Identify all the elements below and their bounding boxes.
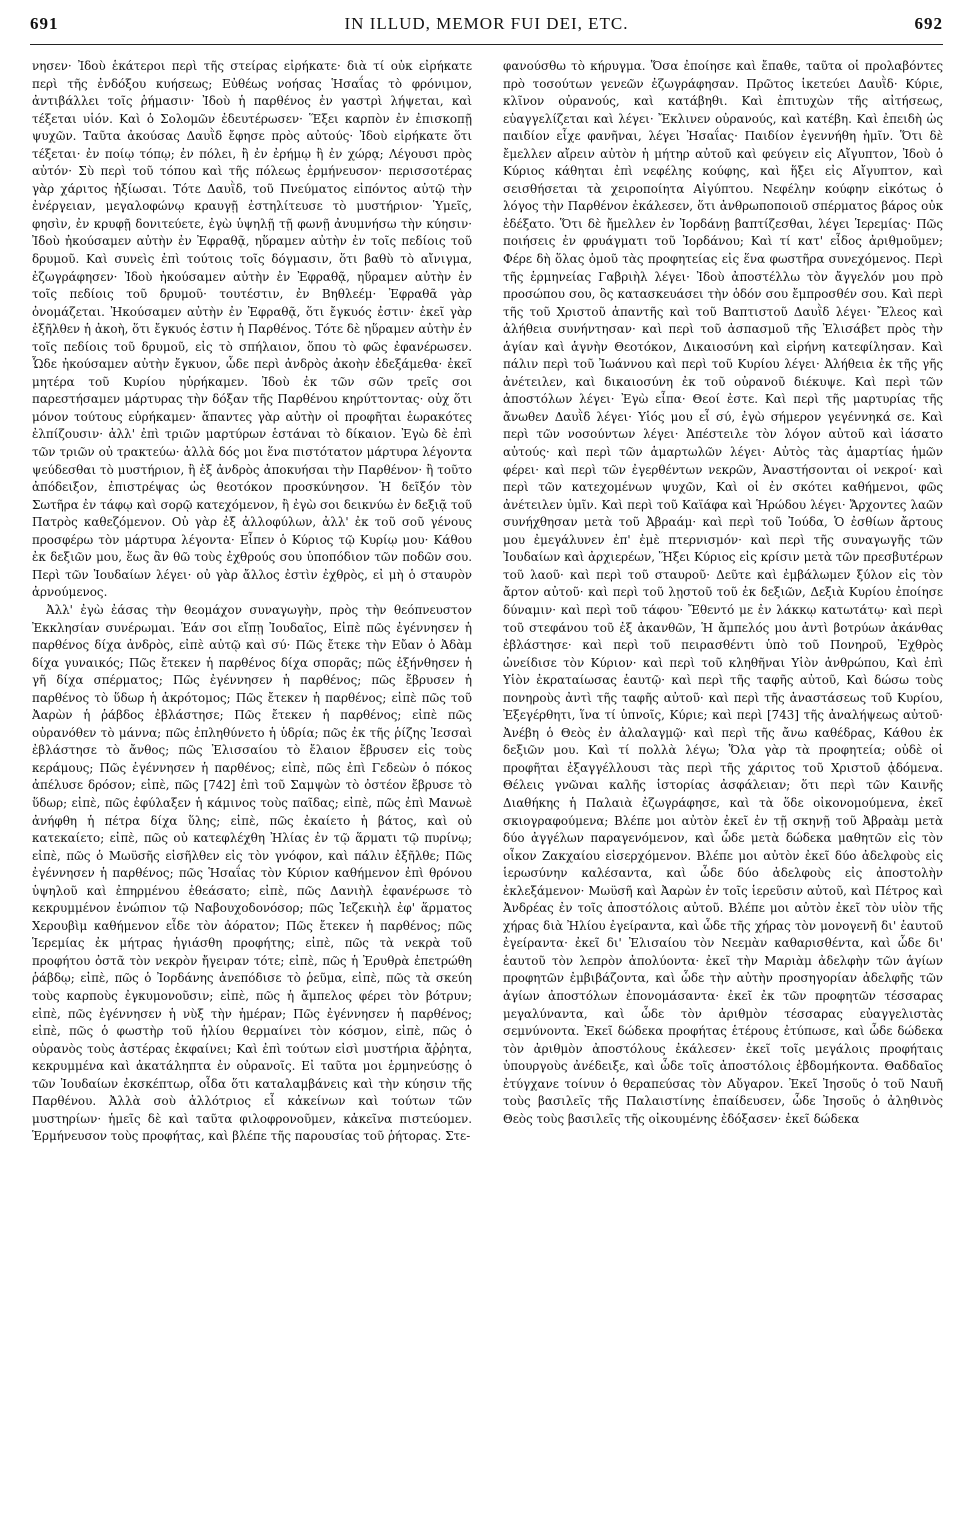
right-column (503, 58, 943, 1530)
page-header (30, 14, 943, 40)
left-paragraph-2: Ἀλλ' ἐγὼ ἐάσας τὴν θεομάχον συναγωγὴν, πρὸς τὴν θεόπνευστον Ἐκκλησίαν συνέρωμαι. Ἐάν σοι εἴπῃ Ἰουδαῖος, Εἰπὲ πῶς ἐγέννησεν ἡ παρθένος δίχα ἀνδρὸς, εἰπὲ αὐτῷ καὶ σύ· Πῶς ἔτεκε τὴν Εὔαν ὁ Ἀδὰμ δίχα γυναικός; Πῶς ἔτεκεν ἡ παρθένος δίχα σπορᾶς; πῶς ἐξήνθησεν ἡ γῆ δίχα σπέρματος; Πῶς ἐγέννησεν ἡ παρθένος; πῶς ἔβρυσεν ἡ παρθένος τὸ ὕδωρ ἡ ἀκρότομος; Πῶς ἔτεκεν ἡ παρθένος; εἰπὲ πῶς τοῦ Ἀαρὼν ἡ ῥάβδος ἐβλάστησε; Πῶς ἔτεκεν ἡ παρθένος; εἰπὲ πῶς οὐρανόθεν τὸ μάννα; πῶς ἐπληθύνετο ἡ ὑδρία; πῶς ἐκ τῆς ῥίζης Ἰεσσαὶ ἐβλάστησε τὸ ἄνθος; πῶς Ἐλισσαίου τὸ ἔλαιον ἔβρυσεν εἰς τοὺς κεράμους; Πῶς ἐγέννησεν ἡ παρθένος; εἰπὲ, πῶς ἐπὶ Γεδεὼν ὁ πόκος ἀπέλυσε δρόσον; εἰπὲ, πῶς [742] ἐπὶ τοῦ Σαμψὼν τὸ ὀστέον ἔβρυσε τὸ ὕδωρ; εἰπὲ, πῶς ἐφύλαξεν ἡ κάμινος τοὺς παῖδας; εἰπὲ, πῶς ἐπὶ Μανωὲ ἀνήφθη ἡ πέτρα δίχα ὕλης; εἰπὲ, πῶς ἐκαίετο ἡ βάτος, καὶ οὐ κατεκαίετο; εἰπὲ, πῶς οὐ κατεφλέχθη Ἠλίας ἐν τῷ ἅρματι τῷ πυρίνῳ; εἰπὲ, πῶς ὁ Μωϋσῆς εἰσῆλθεν εἰς τὸν γνόφον, καὶ πάλιν ἐξῆλθε; Πῶς ἐγέννησεν ἡ παρθένος; πῶς Ἡσαΐας τὸν Κύριον καθήμενον ἐπὶ θρόνου ὑψηλοῦ καὶ ἐπηρμένου ἐθεάσατο; εἰπὲ, πῶς Δανιὴλ ἐφανέρωσε τὸ κεκρυμμένον ἐνώπιον τῷ Ναβουχοδονόσορ; πῶς Ἰεζεκιὴλ ἐφ' ἅρματος Χερουβὶμ καθήμενον εἶδε τὸν ἀόρατον; Πῶς ἔτεκεν ἡ παρθένος; πῶς Ἱερεμίας ἐκ μήτρας ἡγιάσθη προφήτης; εἰπὲ, πῶς τὰ νεκρὰ τοῦ προφήτου ὀστᾶ τὸν νεκρὸν ἤγειραν τότε; εἰπὲ, πῶς ἡ Ἐρυθρὰ ἐπετρώθη ῥάβδῳ; εἰπὲ, πῶς ὁ Ἰορδάνης ἀνεπόδισε τὸ ῥεῦμα, εἰπὲ, πῶς τὰ σκεύη τοὺς καρποὺς ἐγκυμονοῦσιν; εἰπὲ, πῶς ἡ ἄμπελος φέρει τὸν βότρυν; εἰπὲ, πῶς ἐγέννησεν ἡ νὺξ τὴν ἡμέραν; Πῶς ἐγέννησεν ἡ παρθένος; εἰπὲ, πῶς ὁ φωστὴρ τοῦ ἡλίου θερμαίνει τὸν κόσμον, εἰπὲ, πῶς ὁ οὐρανὸς τοὺς ἀστέρας ἐκφαίνει; Καὶ ἐπὶ τούτων εἰσὶ μυστήρια ἄῤῥητα, κεκρυμμένα καὶ ἀκατάληπτα ἐν οὐρανοῖς. Εἰ ταῦτα μοι ἑρμηνεύσῃς ὁ τῶν Ἰουδαίων ἐκσκέπτωρ, οἶδα ὅτι καταλαμβάνεις καὶ τὴν κύησιν τῆς Παρθένου. Ἀλλὰ σοὺ ἀλλότριος εἶ κἀκείνων καὶ τούτων τῶν μυστηρίων· ἡμεῖς δὲ καὶ ταῦτα φιλοφρονοῦμεν, κἀκεῖνα πιστεύομεν. Ἑρμήνευσον τοὺς προφήτας, καὶ βλέπε τῆς παρουσίας τοῦ ῥήτορας. Στε- (32, 602, 472, 1144)
right-paragraph-1: φανούσθω τὸ κήρυγμα. Ὅσα ἐποίησε καὶ ἔπαθε, ταῦτα οἱ προλαβόντες πρὸ τοσούτων γενεῶν ἐζωγράφησαν. Πρῶτος ἱκετεύει Δαυῒδ· Κύριε, κλῖνον οὐρανούς, καὶ κατάβηθι. Καὶ ἐπιτυχὼν τῆς αἰτήσεως, εὐαγγελίζεται καὶ λέγει· Ἔκλινεν οὐρανούς, καὶ κατέβη. Καὶ ἐπειδὴ ὡς παιδίον εἶχε φανῆναι, λέγει Ἡσαΐας· Παιδίον ἐγεννήθη ἡμῖν. Ὅτι δὲ ἔμελλεν αἴρειν αὐτὸν ἡ μήτηρ αὐτοῦ καὶ φεύγειν εἰς Αἴγυπτον, Ἰδοὺ ὁ Κύριος κάθηται ἐπὶ νεφέλης κούφης, καὶ ἥξει εἰς Αἴγυπτον, καὶ σεισθήσεται τὰ χειροποίητα Αἰγύπτου. Νεφέλην κούφην εἰκότως ὁ λόγος τὴν Παρθένον ἐκάλεσεν, ὅτι ἀνθρωποποιοῦ σπέρματος βάρος οὐκ ἐδέξατο. Ὅτι δὲ ἤμελλεν ἐν Ἰορδάνῃ βαπτίζεσθαι, λέγει Ἱερεμίας· Πῶς ποιήσεις ἐν φρυάγματι τοῦ Ἰορδάνου; Καὶ τί κατ' εἶδος ἀριθμοῦμεν; Φέρε δὴ ὅλας ὁμοῦ τὰς προφητείας εἰς ἕνα φωστῆρα συνεχόμενος. Περὶ τῆς ἑρμηνείας Γαβριὴλ λέγει· Ἰδοὺ ἀποστέλλω τὸν ἄγγελόν μου πρὸ προσώπου σου, ὃς κατασκευάσει τὴν ὁδόν σου ἔμπροσθέν σου. Καὶ περὶ τῆς τοῦ Χριστοῦ ἀπαντῆς καὶ τοῦ Βαπτιστοῦ Δαυῒδ λέγει· Ἔλεος καὶ ἀλήθεια συνήντησαν· καὶ περὶ τοῦ ἀσπασμοῦ τῆς Ἐλισάβετ πρὸς τὴν ἁγίαν καὶ ἁγνὴν Θεοτόκον, Δικαιοσύνη καὶ εἰρήνη κατεφίλησαν. Καὶ πάλιν περὶ τοῦ Ἰωάννου καὶ περὶ τοῦ Κυρίου λέγει· Ἀλήθεια ἐκ τῆς γῆς ἀνέτειλεν, καὶ δικαιοσύνη ἐκ τοῦ οὐρανοῦ διέκυψε. Καὶ περὶ τῶν ἀποστόλων λέγει· Ἐγὼ εἶπα· Θεοί ἐστε. Καὶ περὶ τῆς μαρτυρίας τῆς ἄνωθεν Δαυῒδ λέγει· Υἱός μου εἶ σύ, ἐγὼ σήμερον γεγέννηκά σε. Καὶ περὶ τῶν νοσούντων λέγει· Ἀπέστειλε τὸν λόγον αὐτοῦ καὶ ἰάσατο αὐτούς· καὶ περὶ τῶν ἁμαρτωλῶν λέγει· Αὐτὸς τὰς ἁμαρτίας ἡμῶν φέρει· καὶ περὶ τῶν ἐγερθέντων νεκρῶν, Ἀναστήσονται οἱ νεκροί· καὶ περὶ τῶν κατεχομένων ψυχῶν, Καὶ οἱ ἐν σκότει καθήμενοι, φῶς ἀνέτειλεν ὑμῖν. Καὶ περὶ τοῦ Καϊάφα καὶ Ἡρώδου λέγει· Ἄρχοντες λαῶν συνήχθησαν μετὰ τοῦ Ἀβραάμ· καὶ περὶ τοῦ Ἰούδα, Ὁ ἐσθίων ἄρτους μου ἐμεγάλυνεν ἐπ' ἐμὲ πτερνισμόν· καὶ περὶ τῆς συναγωγῆς τῶν Ἰουδαίων καὶ ἀρχιερέων, Ἥξει Κύριος εἰς κρίσιν μετὰ τῶν πρεσβυτέρων τοῦ λαοῦ· καὶ περὶ τοῦ σταυροῦ· Δεῦτε καὶ ἐμβάλωμεν ξύλον εἰς τὸν ἄρτον αὐτοῦ· καὶ περὶ τοῦ λῃστοῦ τοῦ ἐκ δεξιῶν, Δεξιὰ Κυρίου ἐποίησε δύναμιν· καὶ περὶ τοῦ τάφου· Ἔθεντό με ἐν λάκκῳ κατωτάτῳ· καὶ περὶ τοῦ στεφάνου τοῦ ἐξ ἀκανθῶν, Ἡ ἄμπελός μου ἀντὶ βοτρύων ἀκάνθας ἐβλάστησε· καὶ περὶ τοῦ πειρασθέντι ὑπὸ τοῦ Πονηροῦ, Ἐχθρὸς ὠνείδισε τὸν Κύριον· καὶ περὶ τοῦ κληθῆναι Υἱὸν ἀνθρώπου, Καὶ ἐπὶ Υἱὸν ἐκραταίωσας ἑαυτῷ· καὶ περὶ τῆς ταφῆς αὐτοῦ, Καὶ δώσω τοὺς πονηροὺς ἀντὶ τῆς ταφῆς αὐτοῦ· καὶ περὶ τῆς ἀναστάσεως τοῦ Κυρίου, Ἐξεγέρθητι, ἵνα τί ὑπνοῖς, Κύριε; καὶ περὶ [743] τῆς ἀναλήψεως αὐτοῦ· Ἀνέβη ὁ Θεὸς ἐν ἀλαλαγμῷ· καὶ περὶ τῆς ἄνω καθέδρας, Κάθου ἐκ δεξιῶν μου. Καὶ τί πολλὰ λέγω; Ὅλα γὰρ τὰ προφητεία; οὐδὲ οἱ προφῆται ἐξαγγέλλουσι τὰς περὶ τῆς χάριτος τοῦ Χριστοῦ ᾀδόμενα. Θέλεις γνῶναι καλῆς ἱστορίας ἀσφάλειαν; ὅτι περὶ τῶν Καινῆς Διαθήκης ἡ Παλαιὰ ἐζωγράφησε, καὶ τὰ ὅδε οἰκονομούμενα, ἐκεῖ σκιογραφούμενα; Βλέπε μοι αὐτὸν ἐκεῖ ἐν τῇ σκηνῇ τοῦ Ἀβραὰμ μετὰ δύο ἀγγέλων παραγενόμενον, καὶ ὧδε μετὰ δώδεκα μαθητῶν εἰς τὸν οἶκον Ζακχαίου εἰσερχόμενον. Βλέπε μοι αὐτὸν ἐκεῖ δύο ἀδελφοὺς εἰς ἱερωσύνην καλέσαντα, καὶ ὧδε δύο ἀδελφοὺς εἰς ἀποστολὴν ἐκλεξάμενον· Μωϋσῆ καὶ Ἀαρὼν ἐν τοῖς ἱερεῦσιν αὐτοῦ, καὶ Πέτρος καὶ Ἀνδρέας ἐν τοῖς ἀποστόλοις αὐτοῦ. Βλέπε μοι αὐτὸν ἐκεῖ τὸν υἱὸν τῆς χήρας διὰ Ἠλίου ἐγείραντα, καὶ ὧδε τῆς χήρας τὸν μονογενῆ δι' ἑαυτοῦ ἐγείραντα· ἐκεῖ δι' Ἐλισαίου τὸν Νεεμὰν καθαρισθέντα, καὶ ὧδε δι' ἑαυτοῦ τὸν λεπρὸν ἀπολύοντα· ἐκεῖ τὴν Μαριὰμ ἀδελφὴν τῶν ἁγίων προφητῶν ἐμβιβάζοντα, καὶ ὧδε τὴν αὐτὴν προσηγορίαν ἀδελφῆς τῶν ἁγίων ἀποστόλων ἐπονομάσαντα· ἐκεῖ ἐκ τῶν προφητῶν τέσσαρας μεγαλύναντα, καὶ ὧδε τὸν ἀριθμὸν τέσσαρας εὐαγγελιστὰς σεμνύνοντα. Ἐκεῖ δώδεκα προφήτας ἑτέρους ἐτύπωσε, καὶ ὧδε δώδεκα τὸν ἀριθμὸν ἀποστόλους ἐκάλεσεν· ἐκεῖ τοῖς μεγάλοις προφήταις ὑπουργοὺς ἀνέδειξε, καὶ ὧδε τοῖς ἀποστόλοις ἑβδομήκοντα. Θαδδαῖος ἐτύγχανε τοίνυν ὁ θεραπεύσας τὸν Αὔγαρον. Ἐκεῖ Ἰησοῦς ὁ τοῦ Ναυῆ τοὺς βασιλεῖς τῆς Παλαιστίνης ἐπαίδευσεν, ὧδε Ἰησοῦς ὁ ἀληθινὸς Θεὸς τοὺς βασιλεῖς τῆς οἰκουμένης ἐδόξασεν· ἐκεῖ δώδεκα (503, 59, 943, 1126)
page-number-right: 692 (914, 14, 943, 33)
running-title: IN ILLUD, MEMOR FUI DEI, ETC. (344, 14, 629, 33)
left-column (32, 58, 472, 1530)
column-divider (486, 58, 487, 1528)
page-number-left: 691 (30, 14, 59, 33)
header-rule (30, 44, 943, 45)
left-paragraph-1: νησεν· Ἰδοὺ ἑκάτεροι περὶ τῆς στείρας εἰρήκατε· διὰ τί οὐκ εἰρήκατε περὶ τῆς ἐνδόξου κυήσεως; Εὐθέως νοήσας Ἡσαΐας τὸ φρόνιμον, ἀντιβάλλει τοῖς ῥήμασιν· Ἰδοὺ ἡ παρθένος ἐν γαστρὶ λήψεται, καὶ τέξεται υἱόν. Καὶ ὁ Σολομῶν ἐδευτέρωσεν· Ἕξει καρπὸν ἐν ἐπισκοπῇ ψυχῶν. Ταῦτα ἀκούσας Δαυῒδ ἔφησε πρὸς αὐτούς· Ἰδοὺ εἰρήκατε ὅτι τέξεται· ἐν ποίῳ τόπῳ; ἐν πόλει, ἢ ἐν ἐρήμῳ ἢ ἐν χώρᾳ; Λέγουσι πρὸς αὐτόν· Σὺ περὶ τοῦ τόπου καὶ τῆς πόλεως ἑρμήνευσον· περισσοτέρας γὰρ χάριτος ἠξίωσαι. Τότε Δαυῒδ, τοῦ Πνεύματος εἰπόντος αὐτῷ τὴν ἐνέργειαν, μεγαλοφώνῳ κραυγῇ ἐστηλίτευσε τὸ μυστήριον· Ὑμεῖς, φησὶν, ἐν κρυφῇ δονιτεύετε, ἐγὼ ὑψηλῇ τῇ φωνῇ ἀνυμνήσω τὴν κύησιν· Ἰδοὺ ἠκούσαμεν αὐτὴν ἐν Ἐφραθᾷ, ηὕραμεν αὐτὴν ἐν τοῖς πεδίοις τοῦ δρυμοῦ. Καὶ συνεὶς ἐπὶ τούτοις τοῖς δόγμασιν, ὅτι βαθὺ τὸ αἴνιγμα, ἐζωγράφησεν· Ἰδοὺ ἠκούσαμεν αὐτὴν ἐν Ἐφραθᾷ, ηὕραμεν αὐτὴν ἐν τοῖς πεδίοις τοῦ δρυμοῦ· τουτέστιν, ἐν Βηθλεέμ· Ἐφραθᾶ γὰρ ὀνομάζεται. Ἠκούσαμεν αὐτὴν ἐν Ἐφραθᾷ, ὅτι ἔγκυός ἐστιν· ἐκεῖ γὰρ ἐξῆλθεν ἡ ἀκοὴ, ὅτι ἔγκυός ἐστιν ἡ Παρθένος. Τότε δὲ ηὕραμεν αὐτὴν ἐν τοῖς πεδίοις τοῦ δρυμοῦ, εἰς τὸ σπήλαιον, ὅπου τὸ φῶς ἐφανέρωσεν. Ὧδε ἠκούσαμεν αὐτὴν ἔγκυον, ὧδε περὶ ἀνδρὸς ἀκοὴν ἐδεξάμεθα· ἐκεῖ μητέρα τοῦ Κυρίου ηὑρήκαμεν. Ἰδοὺ ἐκ τῶν σῶν τρεῖς σοι παρεστήσαμεν μάρτυρας τὴν δόξαν τῆς Παρθένου κηρύττοντας· οὐχ ὅτι μόνον τούτους εὑρήκαμεν· ἅπαντες γὰρ αὐτὴν οἱ προφῆται ἑωρακότες ἐλπίζουσιν· ἀλλ' ἐπὶ τριῶν μαρτύρων ἑστάναι τὸ δίκαιον. Ἐγὼ δὲ ἐπὶ τῶν τριῶν οὐ τρακτεύω· ἀλλὰ δός μοι ἕνα πιστότατον μάρτυρα λέγοντα ψεύδεσθαι τὸ μυστήριον, ἢ ἐξ ἀνδρὸς ἀποκυήσαι τὴν Παρθένον· ἢ τοῦτο ἀπόδειξον, ἐπιστρέψας ὡς θεοτόκον προσκύνησον. Ἡ δεῖξόν τὸν Σωτῆρα ἐν τάφῳ καὶ σορῷ κατεχόμενον, ἢ ἐγὼ σοι δεικνύω ἐν δεξιᾷ τοῦ Πατρὸς καθεζόμενον. Οὐ γὰρ ἐξ ἀλλοφύλων, ἀλλ' ἐκ τοῦ σοῦ γένους προσφέρω τὸν μάρτυρα λέγοντα· Εἶπεν ὁ Κύριος τῷ Κυρίῳ μου· Κάθου ἐκ δεξιῶν μου, ἕως ἂν θῶ τοὺς ἐχθρούς σου ὑποπόδιον τῶν ποδῶν σου. Περὶ τῶν Ἰουδαίων λέγει· οὐ γὰρ ἄλλος ἐστὶν ἐχθρὸς, εἰ μὴ ὁ σταυρὸν ἀρνούμενος. (32, 59, 472, 600)
